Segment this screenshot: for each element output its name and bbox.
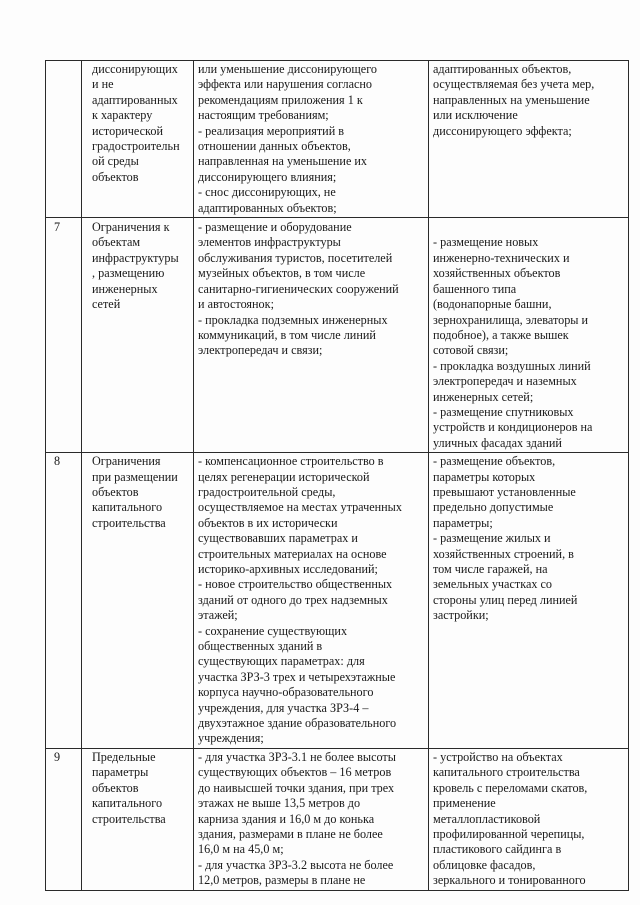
row-number-cell <box>46 61 82 218</box>
restriction-name-cell <box>82 218 194 453</box>
cell-text-line: - размещение и оборудование <box>198 220 352 235</box>
allowed-measures-cell <box>194 748 429 890</box>
cell-text-line: капитального <box>92 500 163 515</box>
table-body <box>46 61 629 891</box>
cell-text-line: том числе гаражей, на <box>433 562 548 576</box>
cell-text-line: облицовке фасадов, <box>433 857 536 872</box>
cell-text-line: - для участка ЗРЗ-3.1 не более высоты <box>198 749 396 764</box>
cell-text-line: пластикового сайдинга в <box>433 842 562 857</box>
cell-text-line: - новое строительство общественных <box>198 577 393 592</box>
cell-text-line: - снос диссонирующих, не <box>198 185 336 200</box>
cell-text-line: стороны улиц перед линией <box>433 592 578 607</box>
cell-text-line: до наивысшей точки здания, при трех <box>198 780 395 795</box>
cell-text-line: направленная на уменьшение их <box>198 154 368 169</box>
allowed-measures-cell <box>194 61 429 218</box>
cell-text-line: хозяйственных строений, в <box>433 546 574 561</box>
cell-text-line: диссонирующего влияния; <box>198 169 337 184</box>
forbidden-measures-cell <box>429 748 629 890</box>
cell-text-line: застройки; <box>433 608 489 623</box>
cell-text-line: предельно допустимые <box>433 500 554 515</box>
cell-text-line: 12,0 метров, размеры в плане не <box>198 873 366 888</box>
cell-text-line: электропередач и наземных <box>433 374 577 389</box>
cell-text-line: к характеру <box>92 108 153 123</box>
cell-text-line: - сохранение существующих <box>198 623 348 638</box>
cell-text-line: зданий от одного до трех надземных <box>198 592 388 607</box>
cell-text-line: - устройство на объектах <box>433 749 563 764</box>
cell-text-line: адаптированных <box>92 92 178 107</box>
cell-text-line: целях регенерации исторической <box>198 469 370 484</box>
cell-text-line: земельных участках со <box>433 577 552 592</box>
cell-text-line: инфраструктуры <box>92 250 179 265</box>
table-row <box>46 453 629 749</box>
cell-text-line: профилированной черепицы, <box>433 826 585 841</box>
cell-text-line: хозяйственных объектов <box>433 266 561 281</box>
cell-text-line: существовавших параметрах и <box>198 531 358 546</box>
cell-text-line: диссонирующих <box>92 62 178 76</box>
cell-text-line: объектов <box>92 484 139 499</box>
cell-text-line: сетей <box>92 297 121 312</box>
cell-text-line: и не <box>92 77 114 92</box>
cell-text-line: 16,0 м на 45,0 м; <box>198 842 284 857</box>
cell-text-line: объектов <box>92 169 139 184</box>
cell-text-line: учреждения; <box>198 731 264 746</box>
cell-text-line: устройств и кондиционеров на <box>433 420 593 435</box>
table-row <box>46 61 629 218</box>
cell-text-line: участка ЗРЗ-3 трех и четырехэтажные <box>198 669 396 684</box>
row-number-cell: 9 <box>46 748 82 890</box>
restriction-name-cell <box>82 61 194 218</box>
cell-text-line: - прокладка подземных инженерных <box>198 312 388 327</box>
table-row <box>46 748 629 890</box>
cell-text-line: объектам <box>92 235 141 250</box>
cell-text-line: или уменьшение диссонирующего <box>198 62 377 76</box>
cell-text-line: двухэтажное здание образовательного <box>198 716 397 731</box>
cell-text-line: (водонапорные башни, <box>433 297 552 312</box>
cell-text-line: эффекта или нарушения согласно <box>198 77 373 92</box>
cell-text-line: карниза здания и 16,0 м до конька <box>198 811 375 826</box>
cell-text-line: или исключение <box>433 108 518 123</box>
cell-text-line: осуществляемое на местах утраченных <box>198 500 402 515</box>
cell-text-line: электропередач и связи; <box>198 343 323 358</box>
cell-text-line: объектов <box>92 780 139 795</box>
cell-text-line: зернохранилища, элеваторы и <box>433 312 589 327</box>
cell-text-line <box>433 220 624 235</box>
cell-text-line: Предельные <box>92 749 156 764</box>
cell-text-line: зеркального и тонированного <box>433 873 586 888</box>
cell-text-line: строительства <box>92 811 166 826</box>
cell-text-line: - реализация мероприятий в <box>198 123 345 138</box>
table-row <box>46 218 629 453</box>
cell-text-line: общественных зданий в <box>198 639 323 654</box>
forbidden-measures-cell <box>429 218 629 453</box>
cell-text-line: осуществляемая без учета мер, <box>433 77 595 92</box>
cell-text-line: уличных фасадах зданий <box>433 435 562 450</box>
row-number-cell: 7 <box>46 218 82 453</box>
cell-text-line: обслуживания туристов, посетителей <box>198 250 393 265</box>
cell-text-line: параметры <box>92 765 149 780</box>
cell-text-line: инженерно-технических и <box>433 250 570 265</box>
cell-text-line: строительства <box>92 515 166 530</box>
cell-text-line: , размещению <box>92 266 165 281</box>
cell-text-line: - размещение спутниковых <box>433 404 574 419</box>
cell-text-line: этажах не выше 13,5 метров до <box>198 796 361 811</box>
cell-text-line: ой среды <box>92 154 139 169</box>
cell-text-line: применение <box>433 796 496 811</box>
cell-text-line: - для участка ЗРЗ-3.2 высота не более <box>198 857 394 872</box>
cell-text-line: коммуникаций, в том числе линий <box>198 327 376 342</box>
cell-text-line: санитарно-гигиенических сооружений <box>198 281 399 296</box>
cell-text-line: подобное), а также вышек <box>433 327 569 342</box>
forbidden-measures-cell <box>429 453 629 749</box>
cell-text-line: направленных на уменьшение <box>433 92 590 107</box>
cell-text-line: музейных объектов, в том числе <box>198 266 366 281</box>
row-number-cell: 8 <box>46 453 82 749</box>
cell-text-line: превышают установленные <box>433 484 576 499</box>
cell-text-line: существующих объектов – 16 метров <box>198 765 392 780</box>
restriction-name-cell <box>82 748 194 890</box>
cell-text-line: при размещении <box>92 469 178 484</box>
cell-text-line: параметры которых <box>433 469 536 484</box>
cell-text-line: адаптированных объектов, <box>433 62 572 76</box>
cell-text-line: капитального строительства <box>433 765 580 780</box>
cell-text-line: параметры; <box>433 515 493 530</box>
cell-text-line: градостроительной среды, <box>198 484 336 499</box>
cell-text-line: учреждения, для участка ЗРЗ-4 – <box>198 700 369 715</box>
cell-text-line: - прокладка воздушных линий <box>433 358 591 373</box>
cell-text-line: рекомендациям приложения 1 к <box>198 92 363 107</box>
cell-text-line: - размещение новых <box>433 235 539 250</box>
cell-text-line: адаптированных объектов; <box>198 200 337 215</box>
restriction-name-cell <box>82 453 194 749</box>
cell-text-line: кровель с переломами скатов, <box>433 780 588 795</box>
restrictions-table <box>45 60 629 891</box>
cell-text-line: инженерных <box>92 281 158 296</box>
cell-text-line: здания, размерами в плане не более <box>198 826 383 841</box>
cell-text-line: градостроительн <box>92 139 180 154</box>
cell-text-line: металлопластиковой <box>433 811 541 826</box>
cell-text-line: сотовой связи; <box>433 343 509 358</box>
cell-text-line: настоящим требованиям; <box>198 108 329 123</box>
cell-text-line: исторической <box>92 123 163 138</box>
allowed-measures-cell <box>194 218 429 453</box>
cell-text-line: существующих параметрах: для <box>198 654 365 669</box>
cell-text-line: отношении данных объектов, <box>198 139 351 154</box>
forbidden-measures-cell <box>429 61 629 218</box>
cell-text-line: корпуса научно-образовательного <box>198 685 374 700</box>
cell-text-line: Ограничения к <box>92 220 170 235</box>
cell-text-line: строительных материалах на основе <box>198 546 387 561</box>
cell-text-line: элементов инфраструктуры <box>198 235 341 250</box>
cell-text-line: объектов в их исторически <box>198 515 338 530</box>
cell-text-line: капитального <box>92 796 163 811</box>
cell-text-line: инженерных сетей; <box>433 389 534 404</box>
cell-text-line: - размещение жилых и <box>433 531 551 546</box>
cell-text-line: - компенсационное строительство в <box>198 454 384 469</box>
cell-text-line: диссонирующего эффекта; <box>433 123 572 138</box>
allowed-measures-cell <box>194 453 429 749</box>
cell-text-line: этажей; <box>198 608 238 623</box>
cell-text-line: и автостоянок; <box>198 297 274 312</box>
cell-text-line: Ограничения <box>92 454 161 469</box>
cell-text-line: - размещение объектов, <box>433 454 556 469</box>
cell-text-line: историко-архивных исследований; <box>198 562 378 576</box>
cell-text-line: башенного типа <box>433 281 517 296</box>
